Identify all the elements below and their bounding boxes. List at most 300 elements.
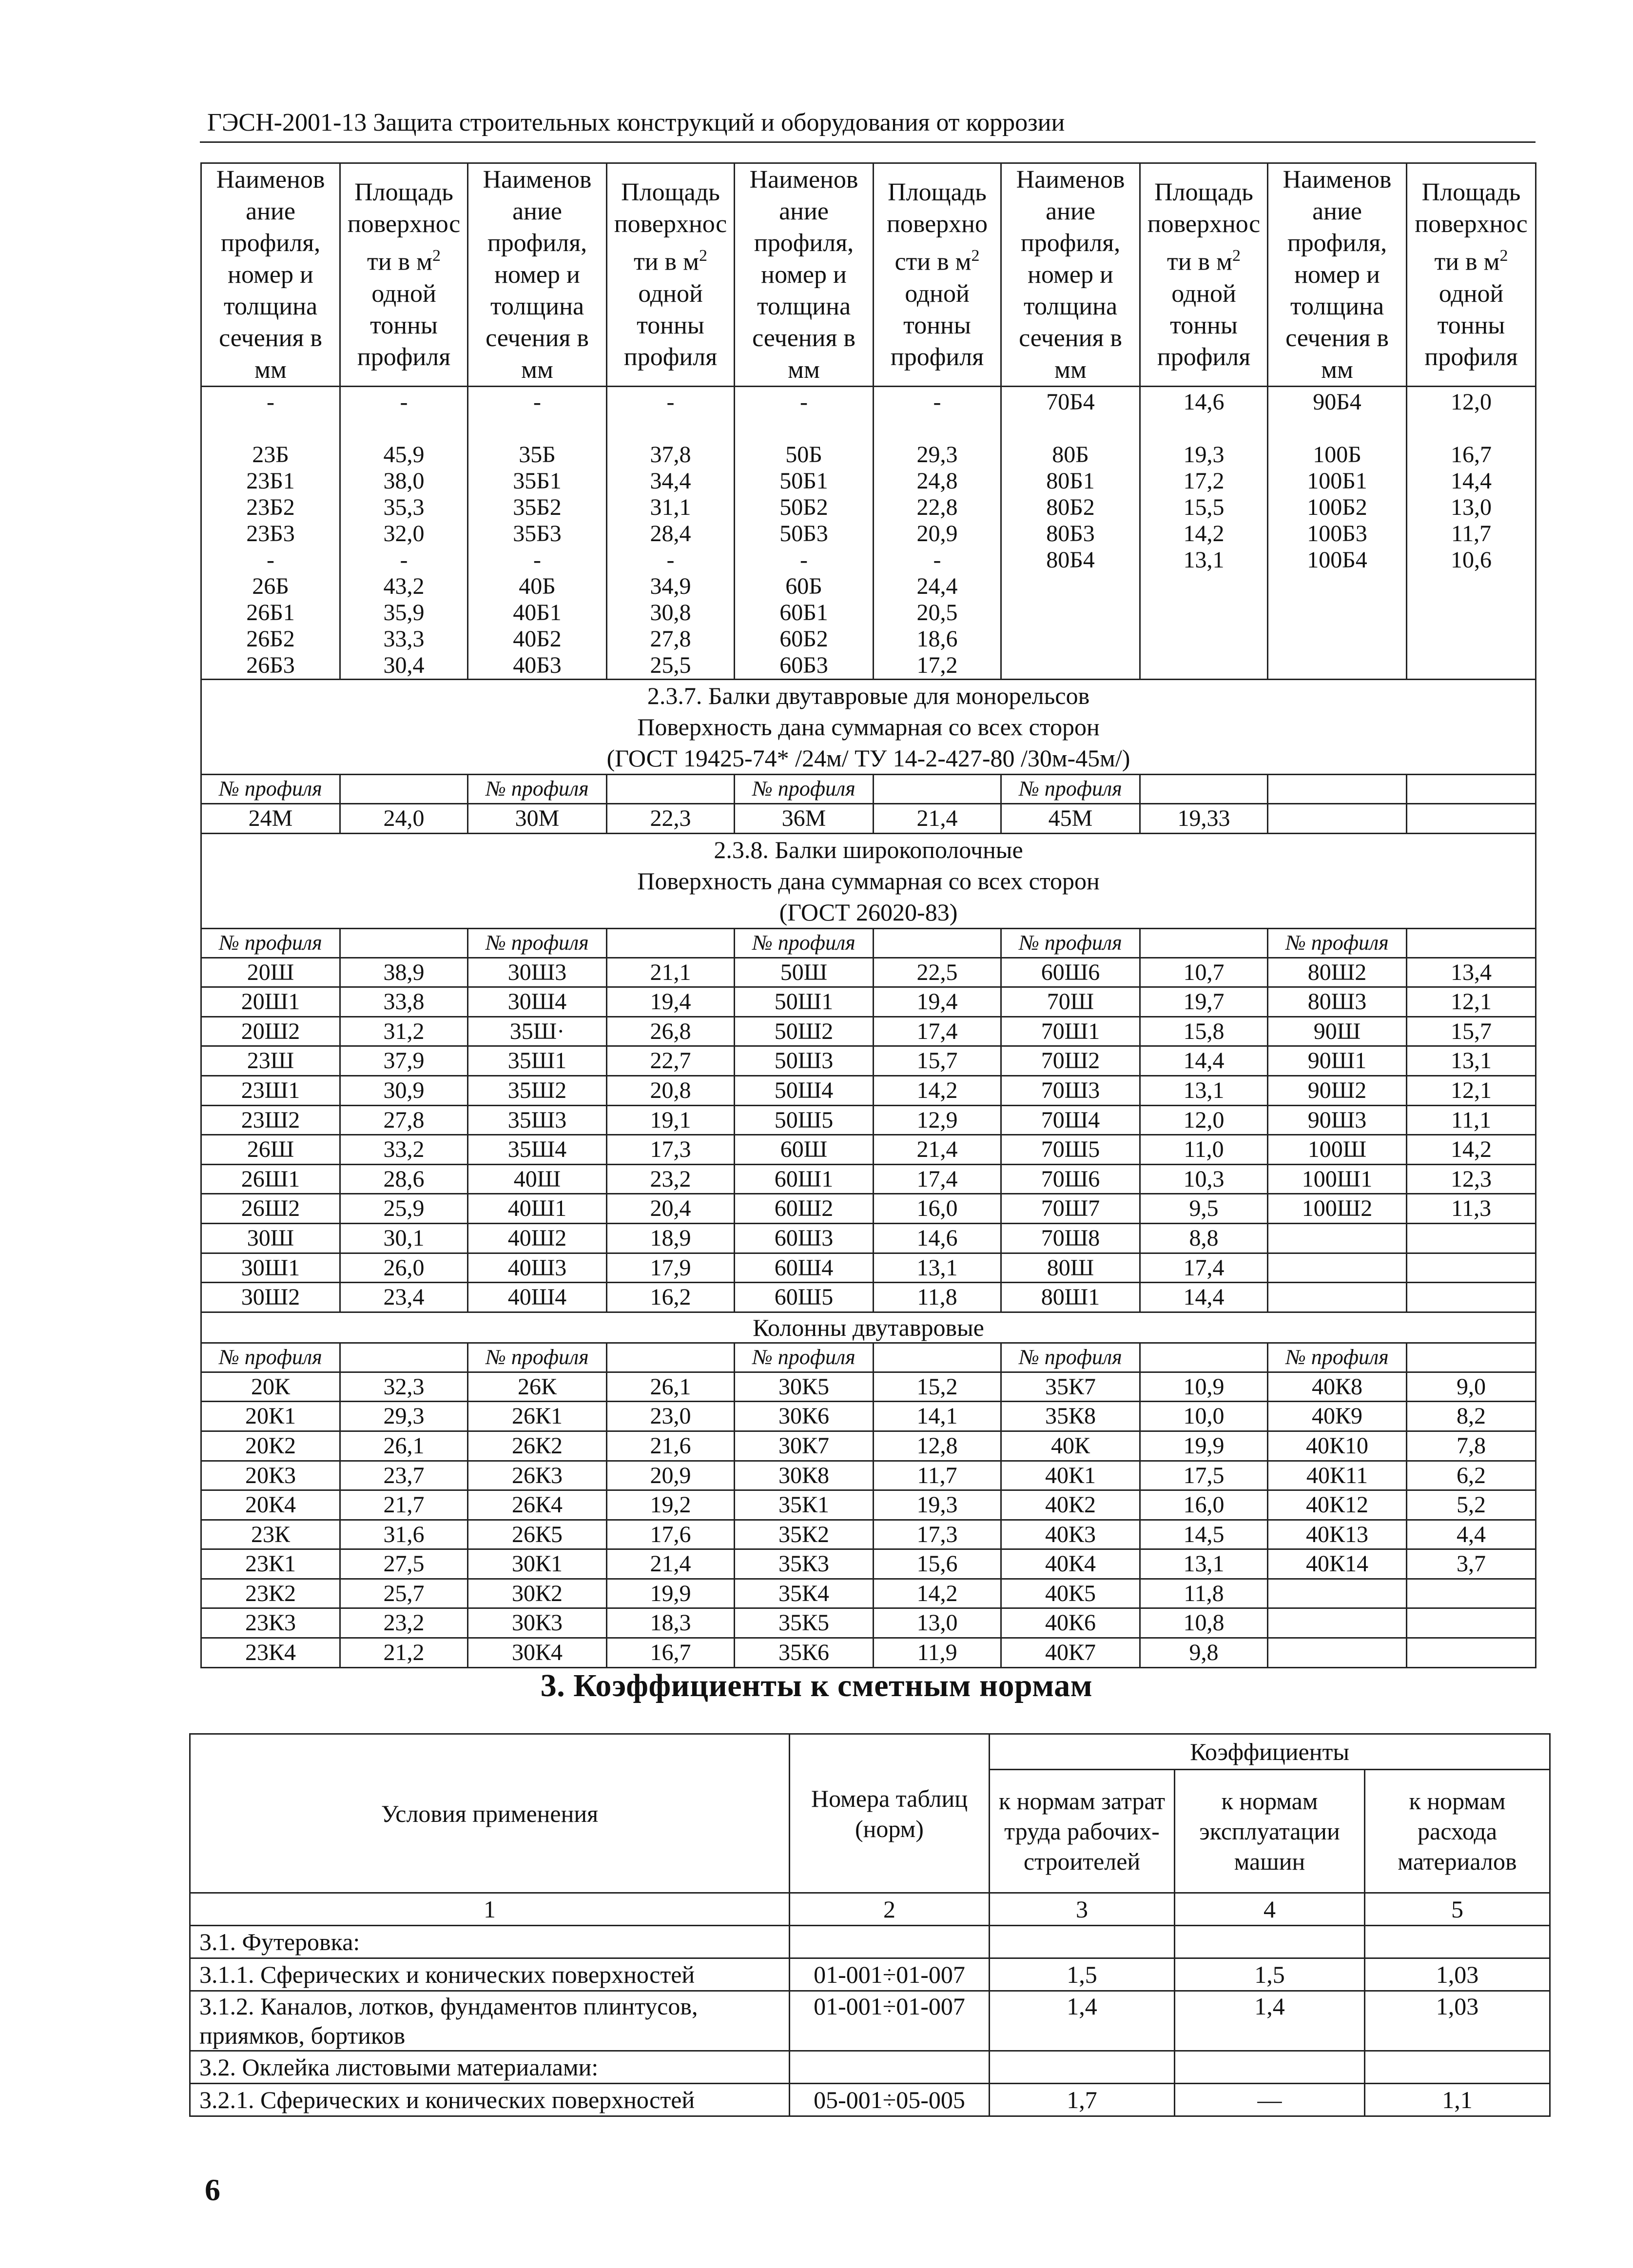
profile-area: 10,6: [1451, 547, 1492, 573]
profile-name: 30Ш2: [201, 1283, 340, 1312]
profile-number-label: № профиля: [735, 1343, 874, 1372]
profiles-blocks-row: [201, 387, 1536, 680]
section-238-title-line: (ГОСТ 26020-83): [779, 898, 958, 926]
profile-area: 19,3: [1183, 442, 1225, 468]
block-names-cell: [468, 387, 607, 680]
profile-area: 23,4: [340, 1283, 468, 1312]
coef-labor: 1,4: [990, 1991, 1175, 2051]
profile-name: 60Ш4: [735, 1253, 874, 1283]
coef-labor: 1,7: [990, 2084, 1175, 2116]
coef-condition: 3.2. Оклейка листовыми материалами:: [190, 2051, 790, 2084]
section-237-title-line: Поверхность дана суммарная со всех сторон: [637, 713, 1100, 741]
coef-tables: 05-001÷05-005: [790, 2084, 990, 2116]
profile-number-label: [1268, 775, 1407, 804]
column-profile-row: [201, 1608, 1536, 1638]
col-header-area-text: одной тонны профиля: [357, 279, 451, 371]
profile-area: 13,1: [874, 1253, 1001, 1283]
profile-name: [1268, 1253, 1407, 1283]
profile-name: 80Б: [1052, 442, 1089, 468]
column-profile-row: [201, 1520, 1536, 1549]
profile-area: 25,5: [650, 652, 691, 678]
profile-area: 15,2: [874, 1372, 1001, 1402]
coef-header-materials: к нормам расхода материалов: [1365, 1770, 1550, 1893]
profile-name: 80Б3: [1046, 521, 1095, 547]
col-header-name: Наименов ание профиля, номер и толщина сечения в мм: [1001, 163, 1140, 387]
wide-flange-row: [201, 1046, 1536, 1076]
profile-area: 26,1: [607, 1372, 735, 1402]
profile-name: 30К6: [735, 1402, 874, 1431]
profile-name: -: [267, 547, 274, 573]
profiles-table: [200, 162, 1536, 1668]
profile-area: [1407, 1608, 1536, 1638]
profile-number-label: № профиля: [1001, 1343, 1140, 1372]
profile-name: 40К4: [1001, 1549, 1140, 1579]
profile-area: 13,4: [1407, 958, 1536, 987]
profile-name: 60Ш3: [735, 1223, 874, 1253]
profile-area: 26,1: [340, 1431, 468, 1461]
profile-area: 9,5: [1140, 1194, 1268, 1224]
profile-area: 17,3: [874, 1520, 1001, 1549]
profile-name: 35Ш·: [468, 1017, 607, 1046]
profile-name: 23Ш2: [201, 1105, 340, 1135]
profile-area: 14,1: [874, 1402, 1001, 1431]
profile-name: 26Ш: [201, 1135, 340, 1165]
profile-area: 33,8: [340, 987, 468, 1017]
col-header-area-text: одной тонны профиля: [890, 279, 984, 371]
profile-name: [1270, 415, 1404, 442]
profile-name: 50Б2: [779, 494, 828, 520]
profile-area: 13,1: [1140, 1075, 1268, 1105]
profile-area: 21,1: [607, 958, 735, 987]
profile-area: 17,2: [1183, 468, 1225, 494]
profile-area: 12,3: [1407, 1164, 1536, 1194]
coef-header-group: Коэффициенты: [990, 1734, 1550, 1770]
column-profile-row: [201, 1549, 1536, 1579]
profile-area: -: [400, 547, 408, 573]
profile-area: 30,1: [340, 1223, 468, 1253]
profile-area: 33,2: [340, 1135, 468, 1165]
profile-name: 60Ш: [735, 1135, 874, 1165]
profile-name: 23Б2: [246, 494, 295, 520]
profile-area: 18,6: [916, 626, 958, 652]
profile-label-blank: [874, 928, 1001, 958]
profile-name: 40К6: [1001, 1608, 1140, 1638]
col-header-area-text: Площадь поверхнос ти в м: [1415, 178, 1528, 276]
profile-name: 40К9: [1268, 1402, 1407, 1431]
profile-area: -: [666, 547, 675, 573]
header-rule: [200, 141, 1536, 143]
profile-name: -: [800, 547, 808, 573]
profile-area: 9,8: [1140, 1638, 1268, 1668]
profile-number-label: № профиля: [1001, 928, 1140, 958]
profile-area: 16,0: [1140, 1490, 1268, 1520]
profile-area: 10,0: [1140, 1402, 1268, 1431]
profile-name: 60Б: [785, 573, 822, 599]
profile-area: -: [666, 389, 675, 415]
profile-name: 40К11: [1268, 1461, 1407, 1490]
profile-label-blank: [1140, 928, 1268, 958]
profile-area: 28,4: [650, 521, 691, 547]
col-header-area-text: Площадь поверхно сти в м: [887, 178, 988, 276]
profile-area: 14,6: [1183, 389, 1225, 415]
coef-row: [190, 1926, 1550, 1958]
coef-tables: [790, 2051, 990, 2084]
section-columns-title-row: [201, 1312, 1536, 1343]
profile-name: 50Б: [785, 442, 822, 468]
profile-name: 80Б1: [1046, 468, 1095, 494]
profile-area: 19,9: [1140, 1431, 1268, 1461]
col-header-area-sup: 2: [699, 247, 707, 265]
coef-labor: 1,5: [990, 1958, 1175, 1991]
profile-name: 23К: [201, 1520, 340, 1549]
profile-area: 31,2: [340, 1017, 468, 1046]
col-header-area-text: одной тонны профиля: [623, 279, 718, 371]
profile-area: 23,0: [607, 1402, 735, 1431]
col-header-area: [340, 163, 468, 387]
col-header-area-sup: 2: [1499, 247, 1508, 265]
profile-number-label: № профиля: [735, 775, 874, 804]
coef-machines: —: [1175, 2084, 1365, 2116]
profile-area: 16,7: [607, 1638, 735, 1668]
section-238-title-line: 2.3.8. Балки широкополочные: [714, 836, 1023, 863]
profile-name: 50Ш3: [735, 1046, 874, 1076]
profile-area: [1409, 415, 1533, 442]
profile-area: 11,9: [874, 1638, 1001, 1668]
col-header-area-text: Площадь поверхнос ти в м: [347, 178, 461, 276]
coef-materials: 1,1: [1365, 2084, 1550, 2116]
coef-labor: [990, 2051, 1175, 2084]
profile-name: 60Ш5: [735, 1283, 874, 1312]
profile-name: [1004, 415, 1137, 442]
profile-name: 30К8: [735, 1461, 874, 1490]
profile-area: 28,6: [340, 1164, 468, 1194]
profile-name: 23К3: [201, 1608, 340, 1638]
profile-name: 26К2: [468, 1431, 607, 1461]
profile-area: 23,2: [340, 1608, 468, 1638]
profile-name: 70Ш: [1001, 987, 1140, 1017]
profile-area: 17,2: [916, 652, 958, 678]
profile-name: 35К2: [735, 1520, 874, 1549]
profile-number-label: № профиля: [1001, 775, 1140, 804]
col-header-name: Наименов ание профиля, номер и толщина сечения в мм: [468, 163, 607, 387]
profile-name: 26К4: [468, 1490, 607, 1520]
profile-area: [876, 415, 998, 442]
coef-machines: 1,5: [1175, 1958, 1365, 1991]
profile-name: 70Ш8: [1001, 1223, 1140, 1253]
profile-area: [1407, 1253, 1536, 1283]
profile-name: 40К3: [1001, 1520, 1140, 1549]
profile-name: 40Б3: [513, 652, 562, 678]
profile-area: 20,4: [607, 1194, 735, 1224]
profile-area: 19,9: [607, 1579, 735, 1608]
wide-flange-row: [201, 1253, 1536, 1283]
profile-area: 22,3: [607, 804, 735, 834]
profile-name: 40К8: [1268, 1372, 1407, 1402]
profile-name: [470, 415, 604, 442]
profile-name: 30К5: [735, 1372, 874, 1402]
col-header-area: [1140, 163, 1268, 387]
section-238-title: [201, 833, 1536, 928]
profile-name: 100Ш2: [1268, 1194, 1407, 1224]
profile-area: [1407, 1223, 1536, 1253]
profile-name: 40Ш: [468, 1164, 607, 1194]
profile-name: 35К1: [735, 1490, 874, 1520]
profile-name: [737, 415, 871, 442]
profile-area: 19,33: [1140, 804, 1268, 834]
profile-area: 17,6: [607, 1520, 735, 1549]
col-header-area: [607, 163, 735, 387]
profile-name: 80Ш: [1001, 1253, 1140, 1283]
profile-name: [1268, 1608, 1407, 1638]
profile-number-label: № профиля: [468, 1343, 607, 1372]
block-names-cell: [1001, 387, 1140, 680]
profile-name: 40К1: [1001, 1461, 1140, 1490]
profile-name: 30К4: [468, 1638, 607, 1668]
profile-area: 9,0: [1407, 1372, 1536, 1402]
profile-area: 14,5: [1140, 1520, 1268, 1549]
profile-area: 30,9: [340, 1075, 468, 1105]
profile-name: 35Б3: [513, 521, 562, 547]
profile-area: [1407, 1579, 1536, 1608]
profile-area: 22,7: [607, 1046, 735, 1076]
profile-number-label: № профиля: [735, 928, 874, 958]
profile-name: 50Ш: [735, 958, 874, 987]
profile-name: 26К5: [468, 1520, 607, 1549]
profile-area: [1409, 652, 1533, 679]
block-areas-cell: [874, 387, 1001, 680]
section-237-title: [201, 680, 1536, 775]
profile-name: 70Ш6: [1001, 1164, 1140, 1194]
profile-area: 14,2: [874, 1075, 1001, 1105]
profile-area: 30,4: [383, 652, 425, 678]
profile-name: 80Ш3: [1268, 987, 1407, 1017]
section-238-title-line: Поверхность дана суммарная со всех сторон: [637, 867, 1100, 895]
profile-name: 60Ш1: [735, 1164, 874, 1194]
column-profile-row: [201, 1490, 1536, 1520]
block-areas-cell: [607, 387, 735, 680]
profile-name: 23К2: [201, 1579, 340, 1608]
profile-area: 32,3: [340, 1372, 468, 1402]
profile-area: [1407, 1283, 1536, 1312]
profile-name: 80Б2: [1046, 494, 1095, 520]
profile-area: 3,7: [1407, 1549, 1536, 1579]
column-profile-row: [201, 1402, 1536, 1431]
profile-area: 21,4: [874, 804, 1001, 834]
profile-name: 35Ш2: [468, 1075, 607, 1105]
wide-flange-row: [201, 1223, 1536, 1253]
profile-area: 34,9: [650, 573, 691, 599]
profile-name: 70Ш5: [1001, 1135, 1140, 1165]
coef-materials: [1365, 1926, 1550, 1958]
profile-name: 26Б2: [246, 626, 295, 652]
profile-area: -: [400, 389, 408, 415]
profile-area: 21,4: [874, 1135, 1001, 1165]
profile-area: 17,3: [607, 1135, 735, 1165]
col-header-name: Наименов ание профиля, номер и толщина сечения в мм: [201, 163, 340, 387]
profile-name: 100Б2: [1307, 494, 1367, 520]
coef-machines: [1175, 2051, 1365, 2084]
profiles-body: [201, 163, 1536, 1668]
col-header-area-text: одной тонны профиля: [1424, 279, 1518, 371]
profile-name: 50Ш1: [735, 987, 874, 1017]
profile-area: 7,8: [1407, 1431, 1536, 1461]
profile-name: 26Б3: [246, 652, 295, 678]
profile-label-blank: [874, 775, 1001, 804]
profile-name: [1004, 573, 1137, 600]
coef-header-conditions: Условия применения: [190, 1734, 790, 1893]
profile-name: 35Б2: [513, 494, 562, 520]
profile-area: 15,6: [874, 1549, 1001, 1579]
wide-flange-row: [201, 958, 1536, 987]
profile-area: 11,7: [874, 1461, 1001, 1490]
profile-area: 27,8: [340, 1105, 468, 1135]
profile-area: 23,7: [340, 1461, 468, 1490]
profile-name: [1270, 626, 1404, 652]
wide-flange-row: [201, 1135, 1536, 1165]
profile-area: 11,0: [1140, 1135, 1268, 1165]
profile-label-blank: [607, 1343, 735, 1372]
section-238-profile-label-row: [201, 928, 1536, 958]
profile-name: 60Б1: [779, 600, 828, 626]
profile-name: 40К7: [1001, 1638, 1140, 1668]
profile-name: 26К1: [468, 1402, 607, 1431]
col-header-area: [1407, 163, 1536, 387]
profile-area: 22,5: [874, 958, 1001, 987]
profile-area: 16,7: [1451, 442, 1492, 468]
profile-area: 29,3: [340, 1402, 468, 1431]
profile-name: 30Ш3: [468, 958, 607, 987]
profile-area: 12,0: [1451, 389, 1492, 415]
profile-name: 40К5: [1001, 1579, 1140, 1608]
profile-name: 40Ш1: [468, 1194, 607, 1224]
profile-area: [1143, 626, 1265, 652]
profile-area: 38,0: [383, 468, 425, 494]
profile-name: [1270, 573, 1404, 600]
coef-machines: [1175, 1926, 1365, 1958]
block-areas-cell: [1140, 387, 1268, 680]
profile-name: 50Ш5: [735, 1105, 874, 1135]
column-profile-row: [201, 1638, 1536, 1668]
profile-name: [204, 415, 337, 442]
profile-name: 20Ш1: [201, 987, 340, 1017]
coef-header-labor: к нормам затрат труда рабочих-строителей: [990, 1770, 1175, 1893]
profile-area: 19,1: [607, 1105, 735, 1135]
profile-area: 17,5: [1140, 1461, 1268, 1490]
profile-name: 90Ш1: [1268, 1046, 1407, 1076]
profile-number-label: № профиля: [1268, 1343, 1407, 1372]
col-header-area-text: Площадь поверхнос ти в м: [1147, 178, 1261, 276]
profile-name: 70Б4: [1046, 389, 1095, 415]
profile-name: 70Ш7: [1001, 1194, 1140, 1224]
profile-area: 17,4: [874, 1017, 1001, 1046]
profile-name: 60Ш2: [735, 1194, 874, 1224]
profile-area: 13,0: [874, 1608, 1001, 1638]
section-columns-profile-label-row: [201, 1343, 1536, 1372]
profile-name: 30Ш: [201, 1223, 340, 1253]
profile-area: 11,1: [1407, 1105, 1536, 1135]
profile-area: 37,8: [650, 442, 691, 468]
profile-area: [1409, 626, 1533, 652]
profile-name: 40Ш4: [468, 1283, 607, 1312]
profile-name: 70Ш1: [1001, 1017, 1140, 1046]
coef-condition: 3.1.1. Сферических и конических поверхностей: [190, 1958, 790, 1991]
profile-name: [1268, 1223, 1407, 1253]
profile-name: [1004, 600, 1137, 626]
profile-area: 14,4: [1451, 468, 1492, 494]
profile-area: 20,5: [916, 600, 958, 626]
profile-name: 100Б4: [1307, 547, 1367, 573]
profile-area: 10,3: [1140, 1164, 1268, 1194]
profile-name: 40К2: [1001, 1490, 1140, 1520]
profile-name: 90Ш2: [1268, 1075, 1407, 1105]
profile-area: 43,2: [383, 573, 425, 599]
wide-flange-row: [201, 1283, 1536, 1312]
profile-area: 19,4: [607, 987, 735, 1017]
coef-row: [190, 1991, 1550, 2051]
profile-name: 35К7: [1001, 1372, 1140, 1402]
wide-flange-row: [201, 1164, 1536, 1194]
profile-name: 35Б1: [513, 468, 562, 494]
profile-name: [1268, 1579, 1407, 1608]
profile-name: 26К3: [468, 1461, 607, 1490]
profile-area: 17,9: [607, 1253, 735, 1283]
page-number: 6: [205, 2172, 220, 2207]
profile-area: 24,0: [340, 804, 468, 834]
coef-labor: [990, 1926, 1175, 1958]
coef-tables: 01-001÷01-007: [790, 1991, 990, 2051]
profile-name: [1004, 652, 1137, 679]
profile-name: 50Б3: [779, 521, 828, 547]
profile-name: 80Б4: [1046, 547, 1095, 573]
profile-area: 38,9: [340, 958, 468, 987]
profile-area: 18,9: [607, 1223, 735, 1253]
profile-area: [609, 415, 732, 442]
column-profile-row: [201, 1461, 1536, 1490]
profile-area: 15,8: [1140, 1017, 1268, 1046]
profile-area: 21,2: [340, 1638, 468, 1668]
coefficients-title: 3. Коэффициенты к сметным нормам: [540, 1668, 1093, 1703]
profile-area: 29,3: [916, 442, 958, 468]
profile-area: 12,1: [1407, 1075, 1536, 1105]
profile-area: 16,2: [607, 1283, 735, 1312]
profile-name: 35Ш4: [468, 1135, 607, 1165]
profile-area: 24,8: [916, 468, 958, 494]
coefficients-table: [189, 1733, 1551, 2117]
column-profile-row: [201, 1431, 1536, 1461]
coef-condition: 3.1.2. Каналов, лотков, фундаментов плинтусов, приямков, бортиков: [190, 1991, 790, 2051]
profile-area: 24,4: [916, 573, 958, 599]
col-header-area-sup: 2: [432, 247, 441, 265]
profile-area: 35,9: [383, 600, 425, 626]
profile-area: [343, 415, 465, 442]
profile-name: 23Б1: [246, 468, 295, 494]
profile-area: 34,4: [650, 468, 691, 494]
profile-name: -: [267, 389, 274, 415]
coef-header-tables: Номера таблиц (норм): [790, 1734, 990, 1893]
profile-label-blank: [1407, 928, 1536, 958]
column-profile-row: [201, 1579, 1536, 1608]
profile-area: 21,4: [607, 1549, 735, 1579]
profile-name: 26Ш2: [201, 1194, 340, 1224]
profile-area: 12,0: [1140, 1105, 1268, 1135]
profile-name: 50Ш2: [735, 1017, 874, 1046]
profile-name: 80Ш1: [1001, 1283, 1140, 1312]
profile-name: 60Б2: [779, 626, 828, 652]
profile-area: 19,7: [1140, 987, 1268, 1017]
coef-materials: 1,03: [1365, 1958, 1550, 1991]
profile-area: 26,8: [607, 1017, 735, 1046]
profile-area: 14,2: [1407, 1135, 1536, 1165]
